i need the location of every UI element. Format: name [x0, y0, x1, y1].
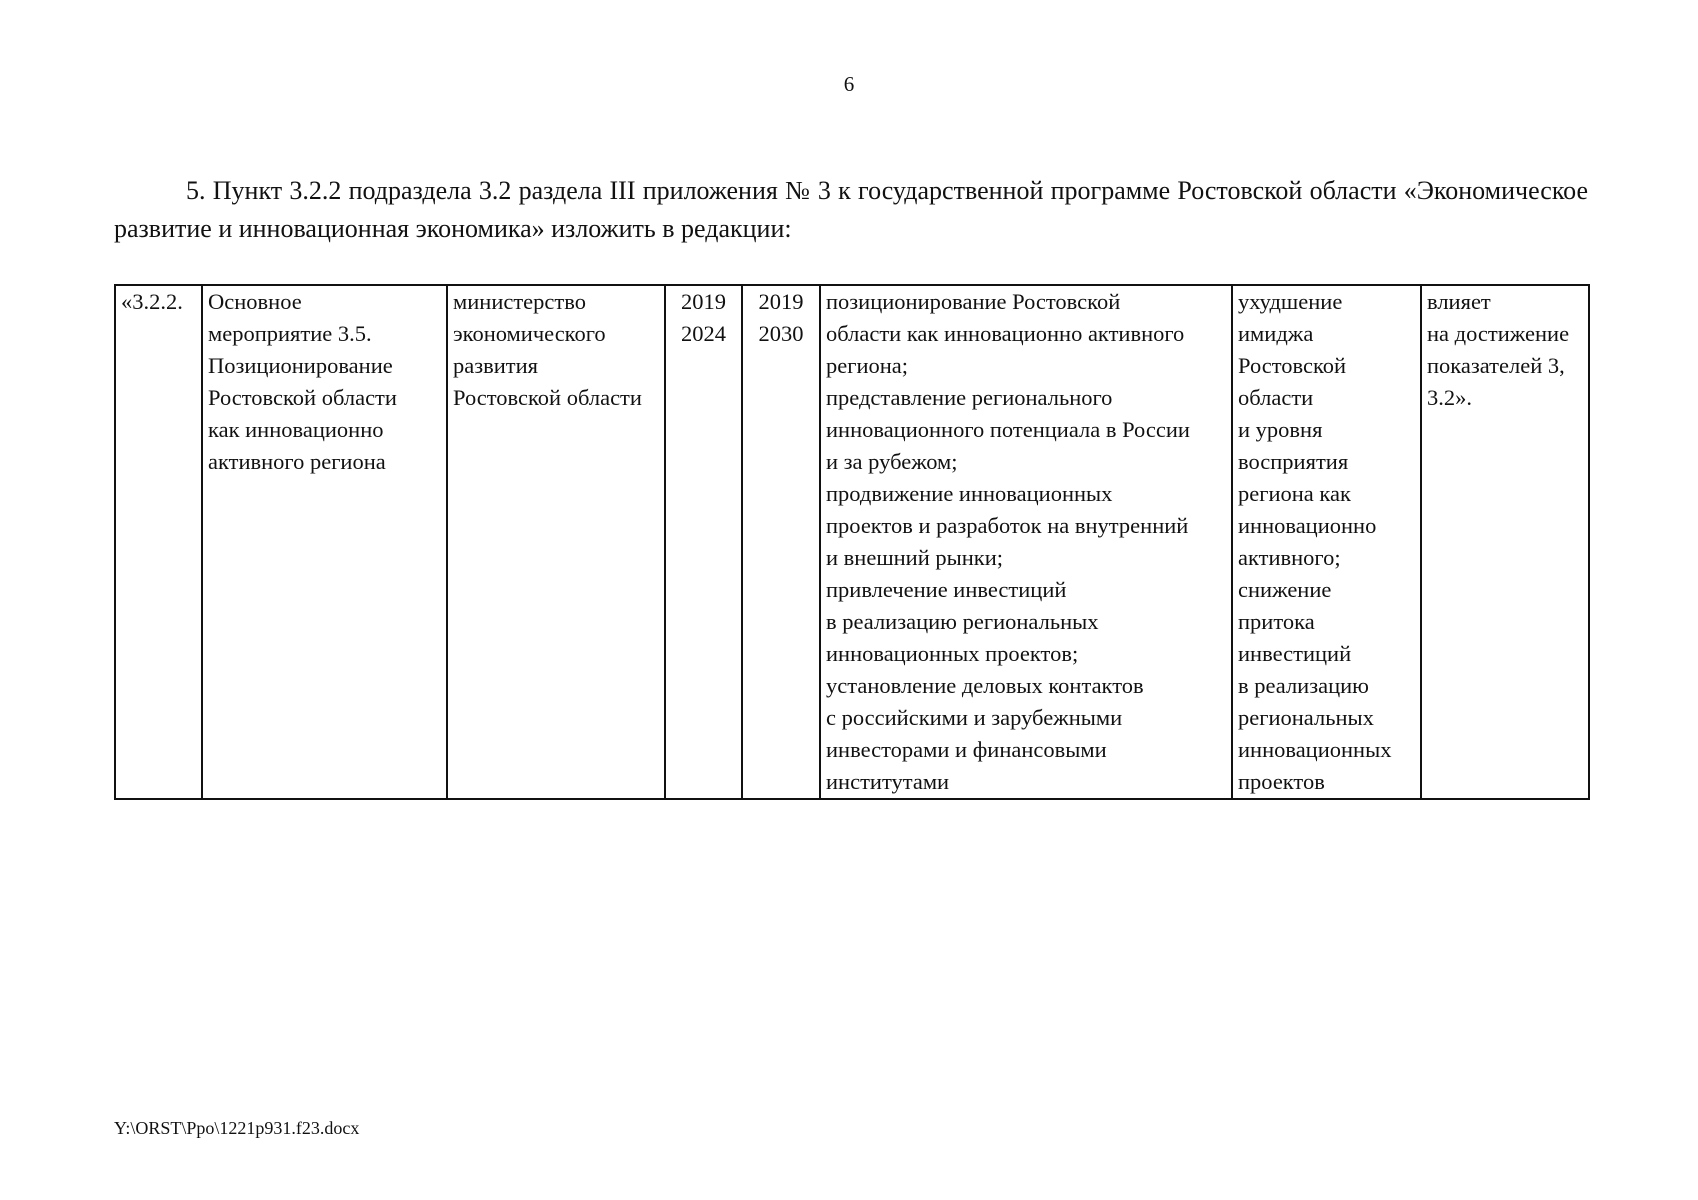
cell-start-year [665, 285, 742, 799]
cell-line: мероприятие 3.5. [208, 321, 372, 346]
cell-line: с российскими и зарубежными [826, 705, 1123, 730]
cell-line: региона; [826, 353, 909, 378]
cell-line: активного; [1238, 545, 1341, 570]
cell-line: министерство [453, 289, 586, 314]
cell-line: и внешний рынки; [826, 545, 1004, 570]
cell-line: институтами [826, 769, 950, 794]
cell-end-year [742, 285, 820, 799]
cell-line: Ростовской области [453, 385, 642, 410]
cell-relation [1421, 285, 1589, 799]
cell-line: восприятия [1238, 449, 1349, 474]
cell-line: проектов [1238, 769, 1325, 794]
cell-line: «3.2.2. [121, 289, 183, 314]
cell-results [820, 285, 1232, 799]
table-row [115, 285, 1589, 799]
cell-line: и уровня [1238, 417, 1323, 442]
cell-number [115, 285, 202, 799]
cell-executor [447, 285, 665, 799]
footer-file-path: Y:\ORST\Ppo\1221p931.f23.docx [114, 1118, 360, 1138]
cell-line: влияет [1427, 289, 1491, 314]
cell-line: Позиционирование [208, 353, 393, 378]
cell-line: Ростовской [1238, 353, 1347, 378]
cell-consequences [1232, 285, 1421, 799]
cell-line: в реализацию [1238, 673, 1369, 698]
cell-line: представление регионального [826, 385, 1113, 410]
cell-name [202, 285, 447, 799]
cell-line: инновационного потенциала в России [826, 417, 1190, 442]
cell-line: 3.2». [1427, 385, 1472, 410]
cell-line: и за рубежом; [826, 449, 958, 474]
cell-line: инновационно [1238, 513, 1377, 538]
cell-line: продвижение инновационных [826, 481, 1113, 506]
cell-line: показателей 3, [1427, 353, 1565, 378]
cell-line: снижение [1238, 577, 1332, 602]
cell-line: притока [1238, 609, 1315, 634]
cell-line: области [1238, 385, 1314, 410]
cell-line: позиционирование Ростовской [826, 289, 1121, 314]
cell-line: региональных [1238, 705, 1374, 730]
page-number: 6 [843, 72, 855, 96]
cell-line: ухудшение [1238, 289, 1343, 314]
cell-line: инвестиций [1238, 641, 1352, 666]
cell-line: экономического [453, 321, 606, 346]
cell-line: региона как [1238, 481, 1351, 506]
cell-line: 2019 [758, 289, 804, 314]
cell-line: активного региона [208, 449, 386, 474]
cell-line: привлечение инвестиций [826, 577, 1067, 602]
cell-line: 2024 [681, 321, 726, 346]
cell-line: проектов и разработок на внутренний [826, 513, 1189, 538]
cell-line: как инновационно [208, 417, 384, 442]
cell-line: Ростовской области [208, 385, 397, 410]
cell-line: на достижение [1427, 321, 1570, 346]
cell-line: инновационных [1238, 737, 1392, 762]
intro-paragraph: 5. Пункт 3.2.2 подраздела 3.2 раздела III приложения № 3 к государственной программе Ростовской области «Экономическое развитие и инновационная экономика» изложить в редакции: [114, 176, 1588, 243]
cell-line: области как инновационно активного [826, 321, 1185, 346]
cell-line: 2030 [758, 321, 804, 346]
cell-line: инновационных проектов; [826, 641, 1079, 666]
cell-line: в реализацию региональных [826, 609, 1099, 634]
cell-line: установление деловых контактов [826, 673, 1144, 698]
cell-line: имиджа [1238, 321, 1314, 346]
cell-line: Основное [208, 289, 302, 314]
amendment-table [114, 284, 1590, 800]
cell-line: 2019 [681, 289, 726, 314]
cell-line: инвесторами и финансовыми [826, 737, 1107, 762]
cell-line: развития [453, 353, 539, 378]
